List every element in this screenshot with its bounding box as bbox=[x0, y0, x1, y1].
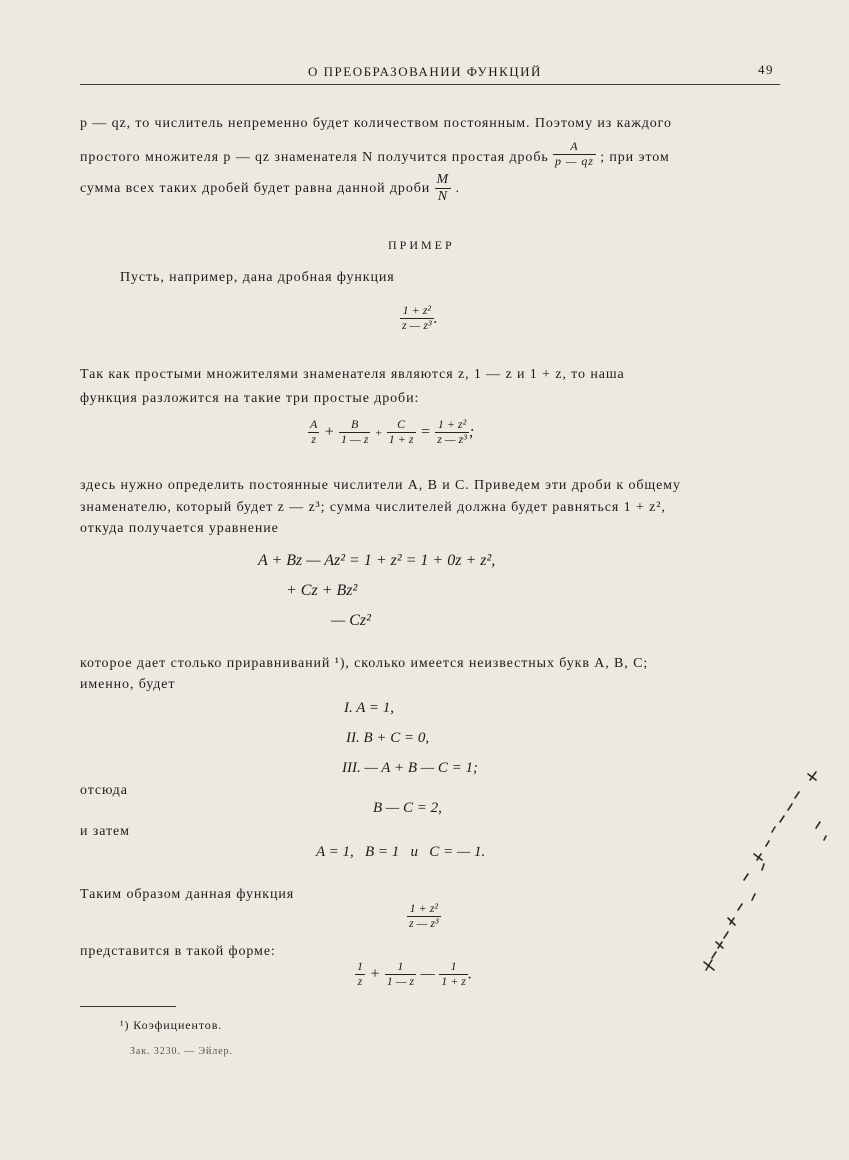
para2-line-2: знаменателю, который будет z — z³; сумма числителей должна будет равняться 1 + z², bbox=[80, 500, 666, 515]
num: 1 bbox=[385, 960, 416, 975]
den: 1 — z bbox=[341, 431, 369, 446]
fraction-denominator: z — z³ bbox=[402, 317, 432, 332]
den: z — z³ bbox=[437, 431, 467, 446]
equation-b-minus-c: B — C = 2, bbox=[373, 800, 442, 816]
num: 1 bbox=[357, 959, 363, 973]
plus: + bbox=[369, 965, 381, 983]
final-form bbox=[355, 960, 472, 989]
equation-III: III. — A + B — C = 1; bbox=[342, 760, 478, 776]
intro-line-3-end: . bbox=[455, 180, 460, 196]
minus: — bbox=[420, 965, 435, 983]
example-line-1: Пусть, например, дана дробная функция bbox=[120, 270, 395, 285]
intro-line-2-text: простого множителя p — qz знаменателя N получится простая дробь bbox=[80, 149, 549, 165]
para2-line-1: здесь нужно определить постоянные числители A, B и C. Приведем эти дроби к общему bbox=[80, 478, 681, 493]
intro-line-3-text: сумма всех таких дробей будет равна данной дроби bbox=[80, 180, 431, 196]
footnote-rule bbox=[80, 1006, 176, 1007]
given-function-fraction bbox=[407, 902, 441, 931]
fraction-1-over-1-minus-z bbox=[385, 960, 416, 989]
intro-line-3 bbox=[80, 172, 460, 205]
period: . bbox=[433, 309, 438, 327]
period: . bbox=[467, 965, 472, 983]
fraction-denominator: p — qz bbox=[555, 153, 594, 168]
num: 1 bbox=[439, 960, 468, 975]
fraction-numerator: 1 + z² bbox=[407, 902, 441, 917]
fraction bbox=[407, 902, 441, 931]
den: z bbox=[357, 973, 363, 988]
predst-line: представится в такой форме: bbox=[80, 944, 276, 959]
section-heading: ПРИМЕР bbox=[388, 238, 455, 252]
plus: + bbox=[323, 423, 335, 441]
otsyuda-label: отсюда bbox=[80, 783, 128, 798]
para1-line-1: Так как простыми множителями знаменателя являются z, 1 — z и 1 + z, то наша bbox=[80, 367, 625, 382]
page-number: 49 bbox=[758, 62, 774, 77]
fraction-1-over-1-plus-z bbox=[439, 960, 468, 989]
den: 1 + z bbox=[441, 973, 466, 988]
plus: + bbox=[374, 427, 383, 440]
semicolon: ; bbox=[468, 423, 475, 441]
solution-line: A = 1, B = 1 и C = — 1. bbox=[316, 844, 486, 860]
num: B bbox=[339, 418, 370, 433]
system-line-1: A + Bz — Az² = 1 + z² = 1 + 0z + z², bbox=[258, 552, 496, 569]
zatem-label: и затем bbox=[80, 824, 130, 839]
partial-fraction-equation bbox=[308, 418, 474, 447]
equation-II: II. B + C = 0, bbox=[346, 730, 430, 746]
header-rule bbox=[80, 84, 780, 85]
intro-line-1: p — qz, то числитель непременно будет количеством постоянным. Поэтому из каждого bbox=[80, 116, 672, 131]
footnote-text: ¹) Коэфициентов. bbox=[120, 1018, 223, 1032]
equals: = bbox=[419, 423, 431, 441]
fraction-numerator: 1 + z² bbox=[400, 304, 434, 319]
den: 1 + z bbox=[388, 431, 414, 446]
function-fraction bbox=[400, 304, 438, 333]
system-line-2: + Cz + Bz² bbox=[286, 582, 358, 599]
fraction-1-over-z bbox=[355, 960, 365, 989]
para3-line-2: именно, будет bbox=[80, 677, 176, 692]
num: 1 + z² bbox=[435, 418, 469, 433]
den: 1 — z bbox=[386, 973, 415, 988]
fraction bbox=[400, 304, 434, 333]
den: z bbox=[311, 431, 316, 446]
fraction-numerator: A bbox=[553, 140, 596, 155]
system-line-3: — Cz² bbox=[331, 612, 371, 629]
fraction-m-over-n bbox=[435, 172, 452, 205]
fraction-c-over-1-plus-z bbox=[387, 418, 416, 447]
fraction-rhs bbox=[435, 418, 469, 447]
fraction-numerator: M bbox=[435, 172, 452, 189]
para2-line-3: откуда получается уравнение bbox=[80, 521, 279, 536]
printer-mark: Зак. 3230. — Эйлер. bbox=[130, 1046, 233, 1057]
equation-I: I. A = 1, bbox=[344, 700, 394, 716]
para1-line-2: функция разложится на такие три простые дроби: bbox=[80, 391, 420, 406]
fraction-denominator: z — z³ bbox=[409, 915, 439, 930]
running-title: О ПРЕОБРАЗОВАНИИ ФУНКЦИЙ bbox=[308, 64, 542, 79]
takim-line: Таким образом данная функция bbox=[80, 887, 295, 902]
num: A bbox=[310, 417, 318, 431]
para3-line-1: которое дает столько приравниваний ¹), сколько имеется неизвестных букв A, B, C; bbox=[80, 656, 649, 671]
num: C bbox=[387, 418, 416, 433]
pencil-marks bbox=[690, 770, 840, 1160]
fraction-denominator: N bbox=[437, 189, 448, 205]
fraction-a-over-p-qz bbox=[553, 140, 596, 169]
intro-line-2-end: ; при этом bbox=[600, 149, 670, 165]
fraction-a-over-z bbox=[308, 418, 319, 447]
fraction-b-over-1-minus-z bbox=[339, 418, 370, 447]
